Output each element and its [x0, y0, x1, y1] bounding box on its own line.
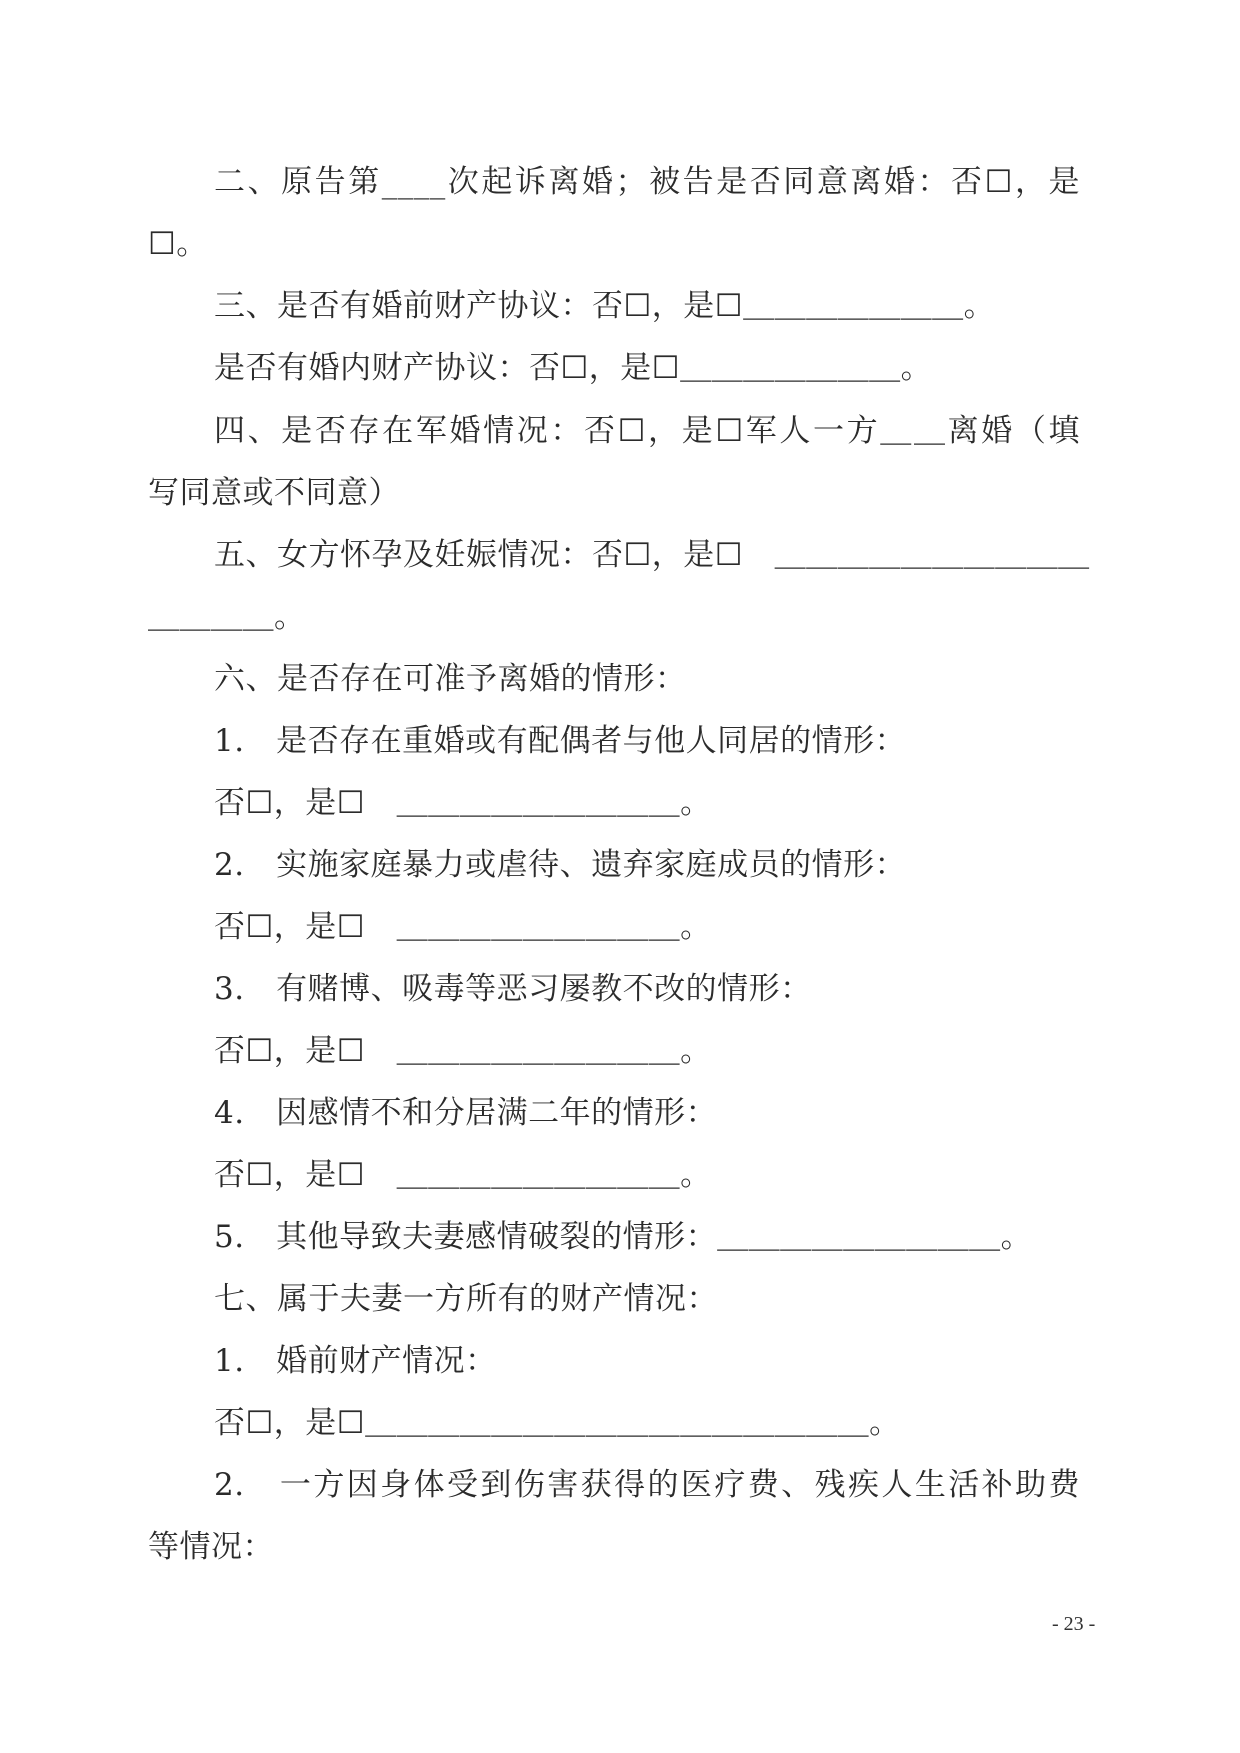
- section-6-item-4: 4. 因感情不和分居满二年的情形：: [214, 1095, 718, 1131]
- section-7-item-2-line-2: 等情况：: [148, 1529, 274, 1565]
- section-6-item-5: 5. 其他导致夫妻感情破裂的情形：＿＿＿＿＿＿＿＿＿。: [214, 1219, 1033, 1255]
- section-7-item-2-line-1: 2. 一方因身体受到伤害获得的医疗费、残疾人生活补助费: [214, 1467, 1080, 1503]
- section-6-item-2: 2. 实施家庭暴力或虐待、遗弃家庭成员的情形：: [214, 847, 907, 883]
- paragraph-4-line-1: 四、是否存在军婚情况：否☐，是☐军人一方＿＿离婚（填: [214, 413, 1080, 449]
- page-number: - 23 -: [1052, 1613, 1096, 1635]
- paragraph-2-line-1: 二、原告第____次起诉离婚；被告是否同意离婚：否☐，是: [214, 164, 1080, 200]
- paragraph-5-line-2: ＿＿＿＿。: [148, 599, 306, 635]
- section-6-item-4-choice: 否☐，是☐ ＿＿＿＿＿＿＿＿＿。: [214, 1157, 712, 1193]
- paragraph-3-line-2: 是否有婚内财产协议：否☐，是☐＿＿＿＿＿＿＿。: [214, 350, 933, 386]
- section-7-heading: 七、属于夫妻一方所有的财产情况：: [214, 1281, 718, 1317]
- section-7-item-1: 1. 婚前财产情况：: [214, 1343, 497, 1379]
- section-6-item-1: 1. 是否存在重婚或有配偶者与他人同居的情形：: [214, 723, 907, 759]
- paragraph-4-line-2: 写同意或不同意）: [148, 475, 400, 511]
- paragraph-5-line-1: 五、女方怀孕及妊娠情况：否☐，是☐ ＿＿＿＿＿＿＿＿＿＿: [214, 537, 1090, 573]
- section-7-item-1-choice: 否☐，是☐＿＿＿＿＿＿＿＿＿＿＿＿＿＿＿＿。: [214, 1405, 901, 1441]
- section-6-item-2-choice: 否☐，是☐ ＿＿＿＿＿＿＿＿＿。: [214, 909, 712, 945]
- section-6-item-3: 3. 有赌博、吸毒等恶习屡教不改的情形：: [214, 971, 812, 1007]
- section-6-item-1-choice: 否☐，是☐ ＿＿＿＿＿＿＿＿＿。: [214, 785, 712, 821]
- paragraph-2-line-2: ☐。: [148, 226, 208, 262]
- section-6-item-3-choice: 否☐，是☐ ＿＿＿＿＿＿＿＿＿。: [214, 1033, 712, 1069]
- section-6-heading: 六、是否存在可准予离婚的情形：: [214, 661, 687, 697]
- paragraph-3-line-1: 三、是否有婚前财产协议：否☐，是☐＿＿＿＿＿＿＿。: [214, 288, 996, 324]
